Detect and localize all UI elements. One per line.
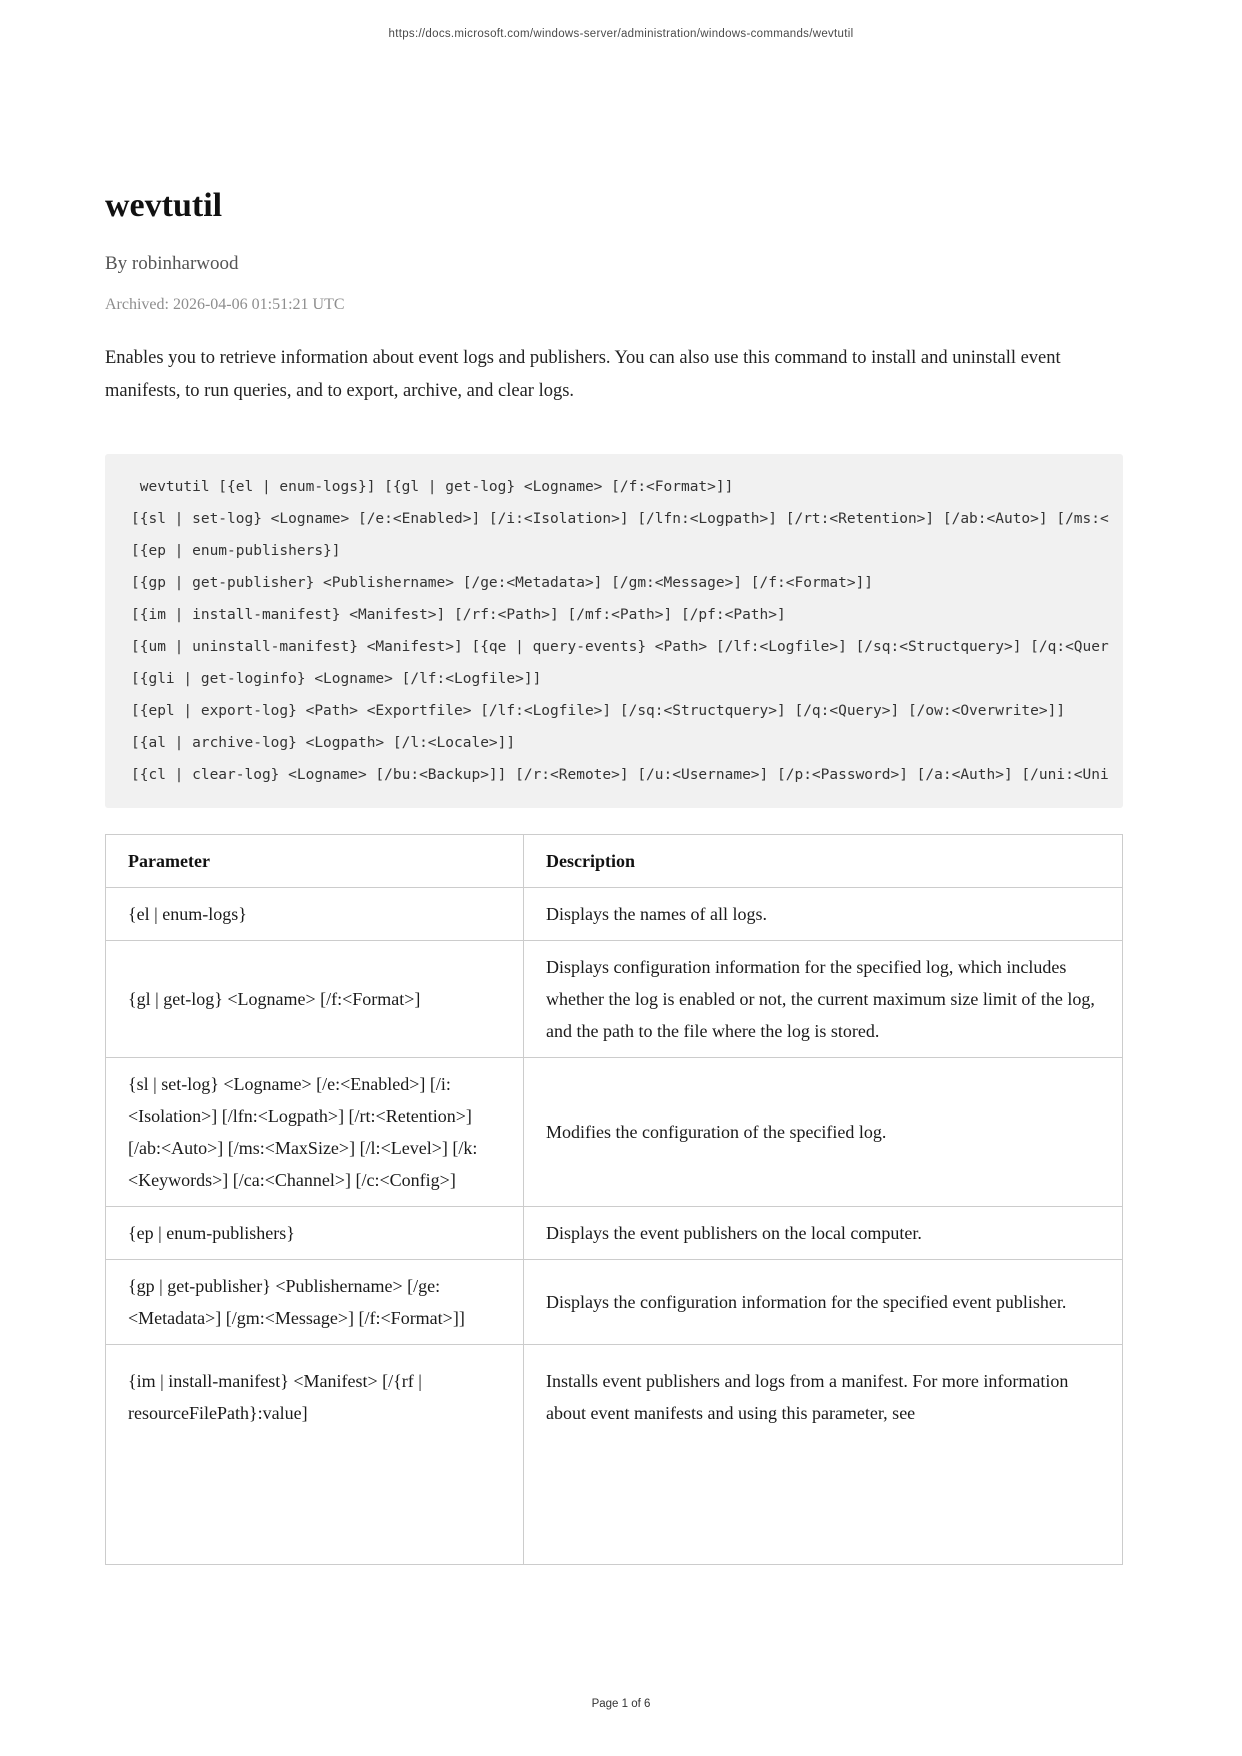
parameter-cell: {gp | get-publisher} <Publishername> [/ge:<Metadata>] [/gm:<Message>] [/f:<Format>]] xyxy=(106,1260,524,1345)
column-header-description: Description xyxy=(524,835,1123,888)
parameter-cell: {el | enum-logs} xyxy=(106,888,524,941)
table-row xyxy=(106,1058,1123,1207)
page-number: Page 1 of 6 xyxy=(591,1698,651,1710)
code-line: [{epl | export-log} <Path> <Exportfile> [/lf:<Logfile>] [/sq:<Structquery>] [/q:<Query>] [/ow:<Overwrite>]] xyxy=(131,703,1066,719)
parameter-cell: {sl | set-log} <Logname> [/e:<Enabled>] [/i:<Isolation>] [/lfn:<Logpath>] [/rt:<Retention>] [/ab:<Auto>] [/ms:<MaxSize>] [/l:<Level>] [/k:<Keywords>] [/ca:<Channel>] [/c:<Config>] xyxy=(106,1058,524,1207)
table-header-row xyxy=(106,835,1123,888)
description-cell: Modifies the configuration of the specified log. xyxy=(524,1058,1123,1207)
archived-timestamp: Archived: 2026-04-06 01:51:21 UTC xyxy=(105,296,345,313)
code-line: wevtutil [{el | enum-logs}] [{gl | get-log} <Logname> [/f:<Format>]] xyxy=(131,479,734,495)
parameter-table-container xyxy=(105,834,1123,1616)
code-line: [{um | uninstall-manifest} <Manifest>] [{qe | query-events} <Path> [/lf:<Logfile>] [/sq:<Structquery>] [/q:<Quer xyxy=(131,639,1109,655)
code-line: [{im | install-manifest} <Manifest>] [/rf:<Path>] [/mf:<Path>] [/pf:<Path>] xyxy=(131,607,786,623)
table-row xyxy=(106,941,1123,1058)
table-row-truncated xyxy=(106,1345,1123,1565)
intro-paragraph: Enables you to retrieve information about event logs and publishers. You can also use this command to install and uninstall event manifests, to run queries, and to export, archive, and clear logs. xyxy=(105,348,1061,401)
parameter-table xyxy=(105,834,1123,1565)
parameter-cell: {im | install-manifest} <Manifest> [/{rf | resourceFilePath}:value] xyxy=(106,1345,524,1565)
syntax-code-block xyxy=(105,454,1123,808)
table-row xyxy=(106,888,1123,941)
parameter-cell: {ep | enum-publishers} xyxy=(106,1207,524,1260)
author-byline: By robinharwood xyxy=(105,253,239,274)
document-body xyxy=(105,0,1123,1616)
table-row xyxy=(106,1207,1123,1260)
code-line: [{ep | enum-publishers}] xyxy=(131,543,341,559)
page-title: wevtutil xyxy=(105,187,223,224)
code-line: [{al | archive-log} <Logpath> [/l:<Locale>]] xyxy=(131,735,516,751)
description-cell: Installs event publishers and logs from a manifest. For more information about event manifests and using this parameter, see xyxy=(524,1345,1123,1565)
code-line: [{cl | clear-log} <Logname> [/bu:<Backup>]] [/r:<Remote>] [/u:<Username>] [/p:<Password>] [/a:<Auth>] [/uni:<Uni xyxy=(131,767,1109,783)
description-cell: Displays configuration information for the specified log, which includes whether the log is enabled or not, the current maximum size limit of the log, and the path to the file where the log is stored. xyxy=(524,941,1123,1058)
description-cell: Displays the names of all logs. xyxy=(524,888,1123,941)
archive-source-url: https://docs.microsoft.com/windows-server/administration/windows-commands/wevtutil xyxy=(388,28,854,40)
code-line: [{gli | get-loginfo} <Logname> [/lf:<Logfile>]] xyxy=(131,671,542,687)
description-cell: Displays the event publishers on the local computer. xyxy=(524,1207,1123,1260)
column-header-parameter: Parameter xyxy=(106,835,524,888)
code-line: [{gp | get-publisher} <Publishername> [/ge:<Metadata>] [/gm:<Message>] [/f:<Format>]] xyxy=(131,575,874,591)
table-row xyxy=(106,1260,1123,1345)
code-line: [{sl | set-log} <Logname> [/e:<Enabled>] [/i:<Isolation>] [/lfn:<Logpath>] [/rt:<Retention>] [/ab:<Auto>] [/ms:< xyxy=(131,511,1109,527)
description-cell: Displays the configuration information for the specified event publisher. xyxy=(524,1260,1123,1345)
parameter-cell: {gl | get-log} <Logname> [/f:<Format>] xyxy=(106,941,524,1058)
